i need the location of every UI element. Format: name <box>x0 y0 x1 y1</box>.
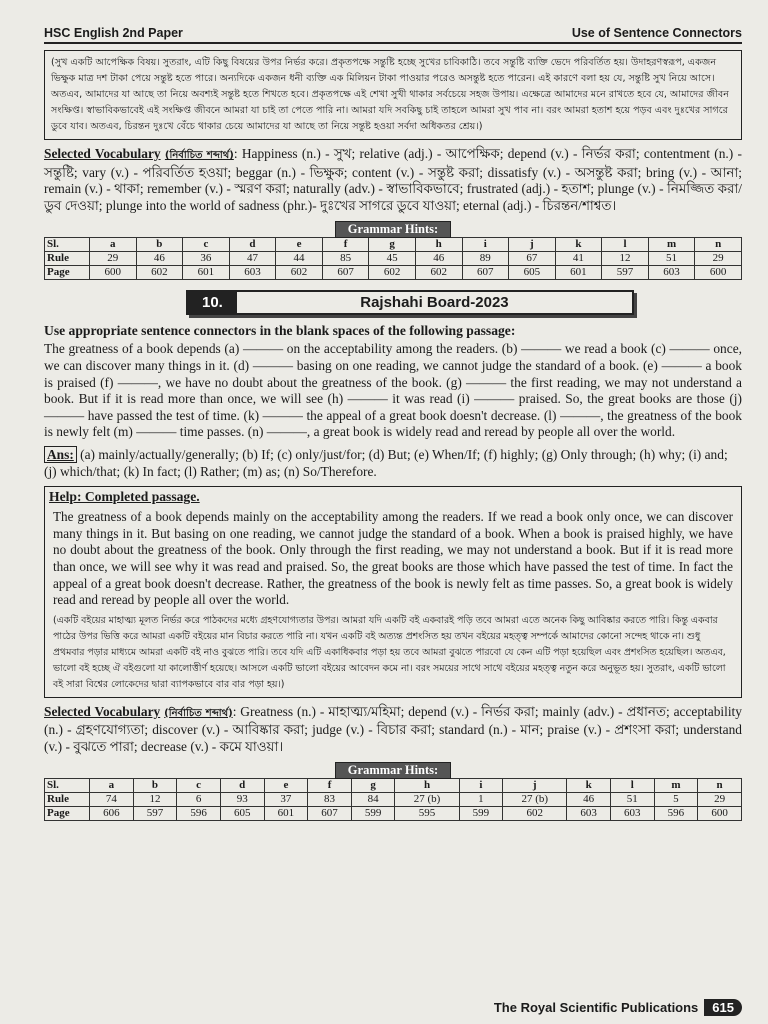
vocabulary-label: Selected Vocabulary <box>44 146 161 161</box>
cell-rule: 29 <box>698 793 742 807</box>
cell-rule: 83 <box>308 793 352 807</box>
question-instruction: Use appropriate sentence connectors in the blank spaces of the following passage: <box>44 323 516 339</box>
cell-rule: 74 <box>90 793 134 807</box>
cell-rule: 12 <box>133 793 177 807</box>
cell-rule: 93 <box>220 793 264 807</box>
cell-page: 602 <box>136 266 183 280</box>
cell-sl: i <box>462 238 509 252</box>
question-passage: The greatness of a book depends (a) ——— on the acceptability among the readers. (b) ——— we read a book (c) ——— once, we can discover many things in it. (d) ——— basing on one reading, we cannot judge the standard of a book. (e) ——— a book is praised (f) ———, we have no doubt about the greatness of the book. (g) ——— the first reading, we may not understand a book. But if it is read more than once, we will see (h) ——— it was read (i) ——— praised. So, the great books are those (j) ——— have passed the test of time. (k) ——— the appeal of a great book doesn't decrease. (l) ———, the greatness of the book is newly felt (m) ——— time passes. (n) ———, a great book is widely read and reread by people all over the world. <box>44 341 742 440</box>
cell-rule: 29 <box>90 252 137 266</box>
page-footer <box>494 999 742 1016</box>
grammar-hints-1 <box>44 220 742 280</box>
cell-page: 597 <box>602 266 649 280</box>
cell-sl: j <box>509 238 556 252</box>
cell-rule: 51 <box>610 793 654 807</box>
cell-sl: h <box>395 779 459 793</box>
cell-sl: l <box>610 779 654 793</box>
table-row-sl <box>45 779 742 793</box>
row-header: Rule <box>45 252 90 266</box>
cell-page: 597 <box>133 807 177 821</box>
cell-rule: 36 <box>183 252 230 266</box>
cell-sl: c <box>177 779 221 793</box>
row-header: Sl. <box>45 779 90 793</box>
cell-sl: g <box>369 238 416 252</box>
vocabulary-label-bn: (নির্বাচিত শব্দার্থ) <box>164 707 233 719</box>
cell-rule: 1 <box>459 793 503 807</box>
help-title: Help: Completed passage. <box>49 489 200 505</box>
cell-sl: f <box>322 238 369 252</box>
cell-page: 600 <box>698 807 742 821</box>
cell-rule: 29 <box>695 252 742 266</box>
bangla-translation-box: (সুখ একটি আপেক্ষিক বিষয়। সুতরাং, এটি কিছু বিষয়ের উপর নির্ভর করে। প্রকৃতপক্ষে সন্তুষ্টি হচ্ছে সুখের চাবিকাঠি। তবে সন্তুষ্টি ব্যক্তি ভেদে পরিবর্তিত হয়। উদাহরণস্বরূপ, একজন ভিক্ষুক মাত্র দশ টাকা পেয়ে সন্তুষ্ট হতে পারে। অন্যদিকে একজন ধনী ব্যক্তি এক মিলিয়ন টাকা পাওয়ার পরেও অসন্তুষ্ট হতে পারেন। এই কারণে বলা হয় যে, সন্তুষ্টি সুখ নিয়ে আসে। অতএব, আমাদের যা আছে তা নিয়ে অবশ্যই সন্তুষ্ট হতে শিখতে হবে। প্রকৃতপক্ষে এই শেখা সুখী থাকার সর্বচেয়ে সহজ উপায়। এক্ষেত্রে আমাদের মনে রাখতে হবে যে, আমাদের জীবন সংক্ষিপ্ত। স্বাভাবিকভাবেই এই সংক্ষিপ্ত জীবনে আমরা যা চাই তা পেতে পারি না। আমরা যদি সবকিছু চাই তাহলে আমরা সুখ পাব না। বরং আমরা হতাশ হয়ে পড়ব এবং দুঃখের সাগরে ডুবে যাব। অতএব, চিরন্তন দুঃখে বেঁচে থাকার চেয়ে আমাদের যা আছে তা নিয়ে সন্তুষ্ট হওয়া সর্বদা অধিকতর শ্রেয়।) <box>44 50 742 140</box>
running-header <box>44 26 742 44</box>
cell-page: 600 <box>695 266 742 280</box>
cell-page: 603 <box>648 266 695 280</box>
cell-page: 605 <box>220 807 264 821</box>
cell-rule: 46 <box>136 252 183 266</box>
grammar-table-1 <box>44 237 742 280</box>
cell-sl: e <box>276 238 323 252</box>
cell-page: 596 <box>177 807 221 821</box>
cell-page: 602 <box>503 807 567 821</box>
cell-sl: k <box>555 238 602 252</box>
section-number: 10. <box>188 292 237 313</box>
cell-rule: 89 <box>462 252 509 266</box>
vocabulary-label-bn: (নির্বাচিত শব্দার্থ) <box>164 150 234 161</box>
cell-sl: b <box>133 779 177 793</box>
cell-page: 599 <box>459 807 503 821</box>
cell-sl: n <box>695 238 742 252</box>
cell-page: 606 <box>90 807 134 821</box>
cell-rule: 41 <box>555 252 602 266</box>
cell-sl: f <box>308 779 352 793</box>
table-row-page <box>45 807 742 821</box>
cell-rule: 44 <box>276 252 323 266</box>
cell-rule: 27 (b) <box>503 793 567 807</box>
cell-sl: a <box>90 779 134 793</box>
cell-page: 607 <box>322 266 369 280</box>
cell-page: 602 <box>415 266 462 280</box>
cell-rule: 45 <box>369 252 416 266</box>
grammar-hints-2 <box>44 761 742 821</box>
cell-sl: n <box>698 779 742 793</box>
answer-text: (a) mainly/actually/generally; (b) If; (c) only/just/for; (d) But; (e) When/If; (f) highly; (g) Only through; (h) why; (i) and; (j) which/that; (k) In fact; (l) Rather; (m) as; (n) So/Therefore. <box>44 446 728 479</box>
cell-sl: c <box>183 238 230 252</box>
book-title: HSC English 2nd Paper <box>44 26 183 40</box>
cell-rule: 5 <box>654 793 698 807</box>
cell-sl: d <box>229 238 276 252</box>
cell-sl: h <box>415 238 462 252</box>
cell-sl: m <box>648 238 695 252</box>
vocabulary-text: : Happiness (n.) - সুখ; relative (adj.) - আপেক্ষিক; depend (v.) - নির্ভর করা; contentment (n.) - সন্তুষ্টি; vary (v.) - পরিবর্তিত হওয়া; beggar (n.) - ভিক্ষুক; content (v.) - সন্তুষ্ট করা; dissatisfy (v.) - অসন্তুষ্ট করা; bring (v.) - আনা; remain (v.) - থাকা; remember (v.) - স্মরণ করা; naturally (adv.) - স্বাভাবিকভাবে; frustrated (adj.) - হতাশ; plunge (v.) - নিমজ্জিত করা/ডুব দেওয়া; plunge into the world of sadness (phr.)- দুঃখের সাগরে ডুবে যাওয়া; eternal (adj.) - চিরন্তন/শাশ্বত। <box>44 146 742 213</box>
cell-page: 601 <box>183 266 230 280</box>
cell-page: 603 <box>610 807 654 821</box>
cell-sl: i <box>459 779 503 793</box>
cell-sl: g <box>351 779 395 793</box>
page-number: 615 <box>704 999 742 1016</box>
grammar-hints-title: Grammar Hints: <box>335 221 451 238</box>
table-row-rule <box>45 252 742 266</box>
cell-page: 599 <box>351 807 395 821</box>
grammar-table-2 <box>44 778 742 821</box>
cell-rule: 47 <box>229 252 276 266</box>
cell-page: 602 <box>369 266 416 280</box>
cell-page: 601 <box>264 807 308 821</box>
section-title: Rajshahi Board-2023 <box>360 294 509 312</box>
completed-passage-bangla: (একটি বইয়ের মাহাত্ম্য মূলত নির্ভর করে পাঠকদের মধ্যে গ্রহণযোগ্যতার উপর। আমরা যদি একটি বই একবারই পড়ি তবে আমরা এতে অনেক কিছু আবিষ্কার করতে পারি। কিন্তু একবার পাঠের উপর ভিত্তি করে আমরা একটি বইয়ের মান বিচার করতে পারি না। যখন একটি বই অত্যন্ত প্রশংসিত হয় তখন বইয়ের মহত্ত্ব সম্পর্কে আমাদের কোনো সন্দেহ থাকে না। শুধু প্রথমবার পড়ার মাধ্যমে আমরা একটি বই নাও বুঝতে পারি। তবে যদি এটি একাধিকবার পড়া হয় তবে আমরা বুঝতে পারবো যে কেন এটি পড়া হয়েছিল এবং প্রশংসিত হয়েছিল। অতএব, ভালো বই হচ্ছে ঐ বইগুলো যা কালোত্তীর্ণ হয়েছে। আসলে একটি ভালো বইয়ের আবেদন কমে না। বরং সময়ের সাথে সাথে বইয়ের মহত্ত্ব নতুন করে অনুভূত হয়। সুতরাং, একটি ভালো বই সারা বিশ্বের লোকেদের দ্বারা ব্যাপকভাবে বার বার পড়া হয়।) <box>53 614 726 690</box>
cell-rule: 51 <box>648 252 695 266</box>
cell-rule: 67 <box>509 252 556 266</box>
chapter-title: Use of Sentence Connectors <box>571 26 742 40</box>
cell-page: 596 <box>654 807 698 821</box>
cell-rule: 46 <box>415 252 462 266</box>
publisher-name: The Royal Scientific Publications <box>493 1000 699 1015</box>
table-row-sl <box>45 238 742 252</box>
row-header: Sl. <box>45 238 90 252</box>
vocabulary-2 <box>44 704 742 756</box>
cell-rule: 85 <box>322 252 369 266</box>
cell-page: 603 <box>567 807 611 821</box>
row-header: Rule <box>45 793 90 807</box>
answer <box>44 447 742 480</box>
cell-rule: 12 <box>602 252 649 266</box>
cell-sl: l <box>602 238 649 252</box>
cell-rule: 84 <box>351 793 395 807</box>
row-header: Page <box>45 807 90 821</box>
answer-tag: Ans: <box>44 446 77 463</box>
cell-page: 603 <box>229 266 276 280</box>
cell-sl: e <box>264 779 308 793</box>
help-box <box>44 486 742 698</box>
cell-page: 607 <box>462 266 509 280</box>
vocabulary-1 <box>44 146 742 214</box>
cell-page: 605 <box>509 266 556 280</box>
vocabulary-text: : Greatness (n.) - মাহাত্ম্য/মহিমা; depend (v.) - নির্ভর করা; mainly (adv.) - প্রধানত; acceptability (n.) - গ্রহণযোগ্যতা; discover (v.) - আবিষ্কার করা; judge (v.) - বিচার করা; standard (n.) - মান; praise (v.) - প্রশংসা করা; understand (v.) - বুঝতে পারা; decrease (v.) - কমে যাওয়া। <box>44 703 742 754</box>
cell-page: 602 <box>276 266 323 280</box>
vocabulary-label: Selected Vocabulary <box>44 703 161 719</box>
table-row-page <box>45 266 742 280</box>
cell-rule: 27 (b) <box>395 793 459 807</box>
cell-page: 600 <box>90 266 137 280</box>
cell-sl: d <box>220 779 264 793</box>
cell-sl: k <box>567 779 611 793</box>
cell-sl: b <box>136 238 183 252</box>
cell-sl: m <box>654 779 698 793</box>
cell-rule: 37 <box>264 793 308 807</box>
section-heading <box>186 290 634 315</box>
cell-rule: 46 <box>567 793 611 807</box>
row-header: Page <box>45 266 90 280</box>
cell-page: 595 <box>395 807 459 821</box>
grammar-hints-title: Grammar Hints: <box>335 762 451 779</box>
cell-sl: a <box>90 238 137 252</box>
cell-page: 607 <box>308 807 352 821</box>
table-row-rule <box>45 793 742 807</box>
cell-rule: 6 <box>177 793 221 807</box>
cell-sl: j <box>503 779 567 793</box>
cell-page: 601 <box>555 266 602 280</box>
completed-passage: The greatness of a book depends mainly on the acceptability among the readers. If we read a book only once, we can discover many things in it. But basing on one reading, we cannot judge the standard of a book. When a book is praised highly, we have no doubt about the greatness of the book. Only through the first reading, we may not understand a book. But if it is read more than once, we will see why it was read and praised. So, the great books are those which have passed the test of time. In fact the appeal of a great book doesn't decrease. Rather, the greatness of the book is newly felt as time passes. So, a great book is widely read and reread by people all over the world. <box>53 509 733 608</box>
